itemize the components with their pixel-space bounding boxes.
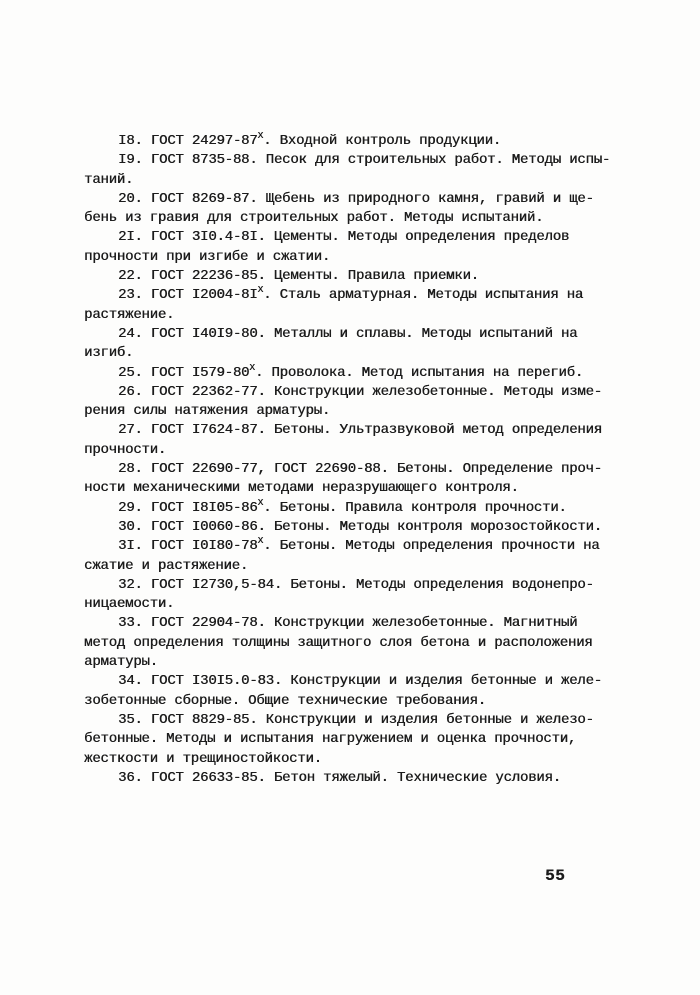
line-text: 29. ГОСТ I8I05-86	[118, 499, 258, 516]
line-text: 30. ГОСТ I0060-86. Бетоны. Методы контроля морозостойкости.	[118, 518, 602, 535]
document-line	[84, 518, 632, 537]
document-line	[84, 750, 632, 769]
document-line	[84, 692, 632, 711]
document-line	[84, 344, 632, 363]
line-text: ницаемости.	[84, 596, 175, 613]
superscript-footnote-marker: X	[257, 496, 264, 508]
line-text: изгиб.	[84, 345, 134, 362]
document-line	[84, 653, 632, 672]
document-line	[84, 421, 632, 440]
text-block	[84, 132, 632, 788]
superscript-footnote-marker: X	[257, 535, 264, 547]
line-text: бетонные. Методы и испытания нагружением и оценка прочности,	[84, 731, 577, 748]
document-line	[84, 441, 632, 460]
line-text: 23. ГОСТ I2004-8I	[118, 287, 258, 304]
document-line	[84, 190, 632, 209]
line-text: I8. ГОСТ 24297-87	[118, 133, 258, 149]
document-line	[84, 325, 632, 344]
line-text: 35. ГОСТ 8829-85. Конструкции и изделия бетонные и железо-	[118, 711, 594, 728]
document-line	[84, 286, 632, 305]
line-text: жесткости и трещиностойкости.	[84, 750, 322, 767]
document-line	[84, 595, 632, 614]
document-line	[84, 171, 632, 190]
line-text: I9. ГОСТ 8735-88. Песок для строительных работ. Методы испы-	[118, 152, 611, 169]
line-text: таний.	[84, 171, 134, 188]
line-text: 32. ГОСТ I2730,5-84. Бетоны. Методы определения водонепро-	[118, 576, 594, 593]
document-line	[84, 151, 632, 170]
document-line	[84, 557, 632, 576]
superscript-footnote-marker: X	[257, 284, 264, 296]
document-line	[84, 209, 632, 228]
line-text: 22. ГОСТ 22236-85. Цементы. Правила приемки.	[118, 268, 479, 285]
line-text: 26. ГОСТ 22362-77. Конструкции железобетонные. Методы изме-	[118, 383, 602, 400]
line-text: рения силы натяжения арматуры.	[84, 403, 331, 420]
document-line	[84, 460, 632, 479]
document-line	[84, 361, 632, 383]
line-text: арматуры.	[84, 654, 158, 671]
line-text: растяжение.	[84, 306, 175, 323]
line-text: 36. ГОСТ 26633-85. Бетон тяжелый. Технические условия.	[118, 769, 561, 786]
document-line	[84, 711, 632, 730]
line-text: . Бетоны. Правила контроля прочности.	[263, 499, 567, 516]
document-line	[84, 479, 632, 498]
line-text: . Сталь арматурная. Методы испытания на	[263, 287, 583, 304]
line-text: прочности.	[84, 441, 167, 458]
line-text: ности механическими методами неразрушающего контроля.	[84, 480, 519, 497]
line-text: 27. ГОСТ I7624-87. Бетоны. Ультразвуковой метод определения	[118, 422, 602, 439]
line-text: 3I. ГОСТ I0I80-78	[118, 538, 258, 555]
line-text: 2I. ГОСТ 3I0.4-8I. Цементы. Методы определения пределов	[118, 229, 570, 246]
document-line	[84, 267, 632, 286]
document-line	[84, 634, 632, 653]
document-line	[84, 306, 632, 325]
line-text: прочности при изгибе и сжатии.	[84, 248, 331, 265]
line-text: . Бетоны. Методы определения прочности на	[263, 538, 600, 555]
document-line	[84, 496, 632, 518]
line-text: метод определения толщины защитного слоя бетона и расположения	[84, 634, 593, 651]
line-text: зобетонные сборные. Общие технические требования.	[84, 692, 486, 709]
line-text: 34. ГОСТ I30I5.0-83. Конструкции и изделия бетонные и желе-	[118, 673, 602, 690]
document-line	[84, 576, 632, 595]
document-line	[84, 228, 632, 247]
document-line	[84, 614, 632, 633]
line-text: . Входной контроль продукции.	[263, 133, 501, 149]
line-text: 25. ГОСТ I579-80	[118, 364, 250, 381]
line-text: 28. ГОСТ 22690-77, ГОСТ 22690-88. Бетоны. Определение проч-	[118, 461, 602, 478]
document-line	[84, 248, 632, 267]
document-line	[84, 383, 632, 402]
document-line	[84, 672, 632, 691]
superscript-footnote-marker: X	[257, 130, 264, 141]
superscript-footnote-marker: X	[249, 361, 255, 373]
line-text: сжатие и растяжение.	[84, 557, 249, 574]
line-text: . Проволока. Метод испытания на перегиб.	[254, 364, 583, 381]
line-text: 20. ГОСТ 8269-87. Щебень из природного камня, гравий и ще-	[118, 190, 594, 207]
document-line	[84, 537, 632, 556]
page-number: 55	[545, 867, 566, 885]
line-text: 24. ГОСТ I40I9-80. Металлы и сплавы. Методы испытаний на	[118, 325, 578, 342]
document-line	[84, 769, 632, 788]
line-text: 33. ГОСТ 22904-78. Конструкции железобетонные. Магнитный	[118, 615, 578, 632]
document-line	[84, 132, 632, 151]
document-line	[84, 402, 632, 421]
document-line	[84, 730, 632, 749]
line-text: бень из гравия для строительных работ. Методы испытаний.	[84, 210, 544, 227]
